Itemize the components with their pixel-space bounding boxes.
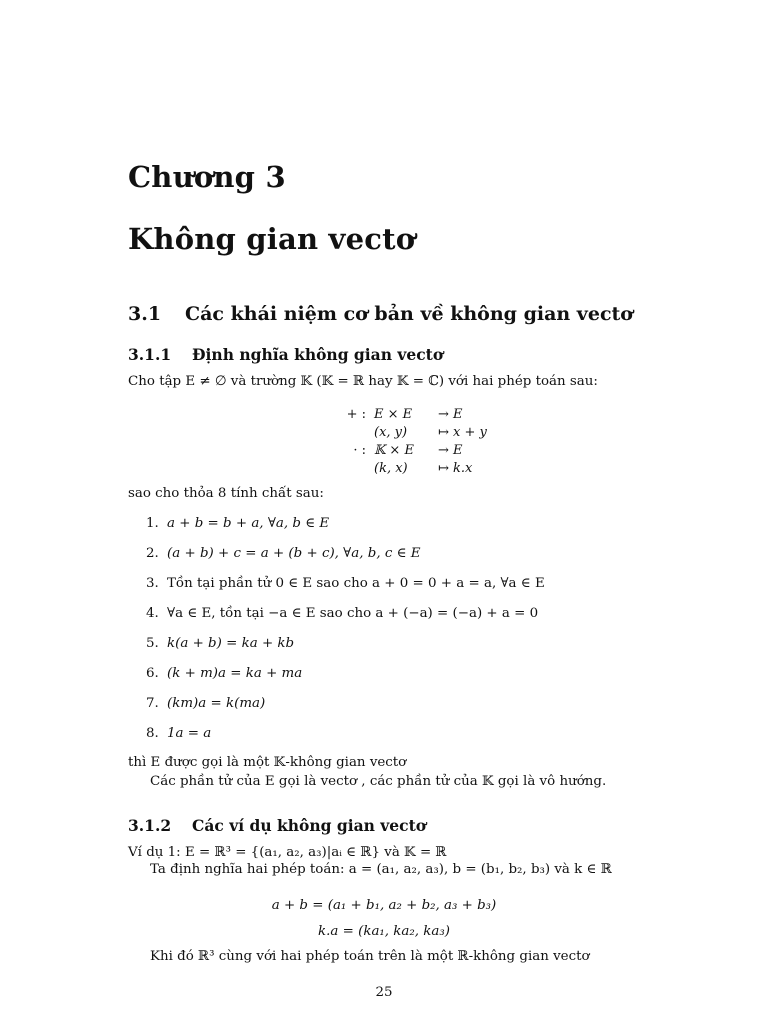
operation-domain: (x, y) [374,424,408,440]
operation-domain: 𝕂 × E [374,442,414,458]
formula-scalar: k.a = (ka₁, ka₂, ka₃) [318,924,450,939]
page-number: 25 [375,985,393,1000]
example-definition: Ta định nghĩa hai phép toán: a = (a₁, a₂, a₃), b = (b₁, b₂, b₃) và k ∈ ℝ [150,862,612,877]
definition-conclusion: thì E được gọi là một 𝕂-không gian vectơ [128,755,407,770]
operation-map: ↦ x + y [438,424,487,440]
subsection-number: 3.1.1 [128,345,172,364]
definition-note: Các phần tử của E gọi là vectơ , các phần tử của 𝕂 gọi là vô hướng. [150,774,607,789]
property-item [146,606,538,621]
property-item [146,726,211,741]
operation-symbol [340,423,370,441]
chapter-label: Chương 3 [128,160,286,194]
property-number: 7. [146,696,159,711]
operation-symbol: · : [353,442,366,458]
property-item [146,696,265,711]
chapter-title: Không gian vectơ [128,222,416,256]
property-item [146,636,294,651]
example-1: Ví dụ 1: E = ℝ³ = {(a₁, a₂, a₃)|aᵢ ∈ ℝ} và 𝕂 = ℝ [128,845,447,860]
operation-row [340,423,491,441]
property-item [146,546,421,561]
property-item [146,576,545,591]
section-heading [128,303,633,325]
operation-map: → E [438,406,463,422]
operation-symbol: + : [346,406,366,422]
subsection-number: 3.1.2 [128,816,172,835]
property-item [146,666,302,681]
property-text: (k + m)a = ka + ma [167,666,303,681]
operation-row [340,459,491,477]
subsection-heading-1 [128,345,443,364]
property-text: 1a = a [167,726,212,741]
operation-map: → E [438,442,463,458]
section-title: Các khái niệm cơ bản về không gian vectơ [185,303,633,325]
property-number: 5. [146,636,159,651]
operations-table [340,405,491,477]
property-text: Tồn tại phần tử 0 ∈ E sao cho a + 0 = 0 + a = a, ∀a ∈ E [167,576,545,591]
property-text: a + b = b + a, ∀a, b ∈ E [167,516,330,531]
property-text: (a + b) + c = a + (b + c), ∀a, b, c ∈ E [167,546,421,561]
property-number: 6. [146,666,159,681]
property-item [146,516,329,531]
subsection-title: Các ví dụ không gian vectơ [192,816,427,835]
example-closing: Khi đó ℝ³ cùng với hai phép toán trên là một ℝ-không gian vectơ [150,949,590,964]
property-number: 3. [146,576,159,591]
property-number: 8. [146,726,159,741]
property-number: 2. [146,546,159,561]
operation-domain: (k, x) [374,460,408,476]
section-number: 3.1 [128,303,162,325]
operation-domain: E × E [374,406,413,422]
subsection-title: Định nghĩa không gian vectơ [192,345,444,364]
operation-row [340,441,491,459]
subsection-heading-2 [128,816,426,835]
property-number: 1. [146,516,159,531]
property-text: (km)a = k(ma) [167,696,266,711]
intro-paragraph: Cho tập E ≠ ∅ và trường 𝕂 (𝕂 = ℝ hay 𝕂 = ℂ) với hai phép toán sau: [128,374,598,389]
operation-symbol [340,459,370,477]
property-text: ∀a ∈ E, tồn tại −a ∈ E sao cho a + (−a) = (−a) + a = 0 [167,606,539,621]
operation-row [340,405,491,423]
properties-intro: sao cho thỏa 8 tính chất sau: [128,486,324,501]
operation-map: ↦ k.x [438,460,473,476]
formula-sum: a + b = (a₁ + b₁, a₂ + b₂, a₃ + b₃) [271,898,497,913]
property-number: 4. [146,606,159,621]
property-text: k(a + b) = ka + kb [167,636,295,651]
